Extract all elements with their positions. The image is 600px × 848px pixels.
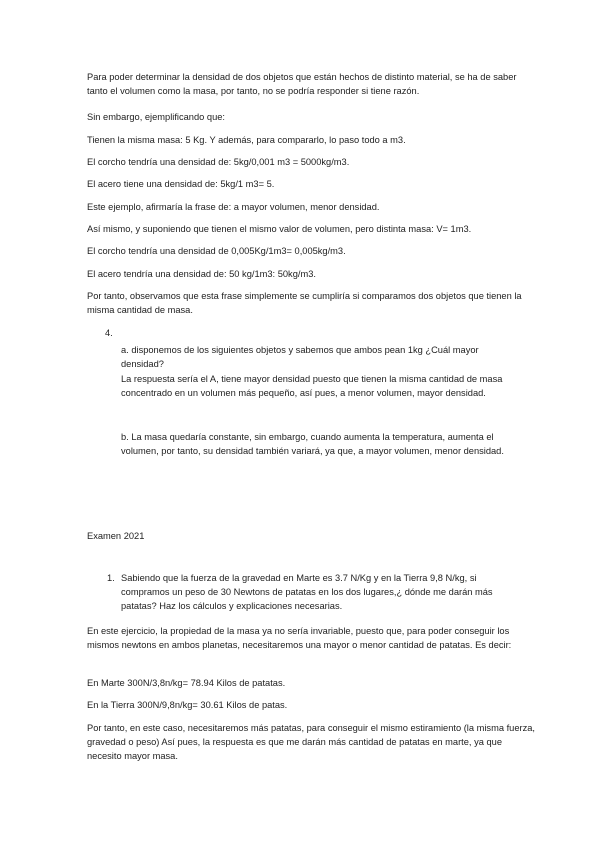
question-4a-answer: La respuesta sería el A, tiene mayor densidad puesto que tienen la misma cantidad de masa concentrado en un volumen más pequeño, así pues, a menor volumen, mayor densidad. [121, 374, 503, 399]
paragraph-exam-conclusion: Por tanto, en este caso, necesitaremos más patatas, para conseguir el mismo estiramiento (la misma fuerza, gravedad o peso) Así pues, la respuesta es que me darán más cantidad de patatas en marte, ya que necesito mayor masa. [87, 723, 535, 762]
exam-item-1-text: Sabiendo que la fuerza de la gravedad en Marte es 3.7 N/Kg y en la Tierra 9,8 N/kg, si compramos un peso de 30 Newtons de patatas en los dos lugares,¿ dónde me darán más patatas? Haz los cálculos y explicaciones necesarias. [121, 573, 493, 612]
paragraph-steel-density-2: El acero tendría una densidad de: 50 kg/1m3: 50kg/m3. [87, 269, 316, 279]
paragraph-intro: Para poder determinar la densidad de dos objetos que están hechos de distinto material, se ha de saber tanto el volumen como la masa, por tanto, no se podría responder si tiene razón. [87, 72, 517, 97]
paragraph-steel-density-1: El acero tiene una densidad de: 5kg/1 m3= 5. [87, 179, 275, 189]
paragraph-example-intro: Sin embargo, ejemplificando que: [87, 112, 225, 122]
paragraph-example-conclusion: Este ejemplo, afirmaría la frase de: a mayor volumen, menor densidad. [87, 202, 380, 212]
paragraph-exam-explanation: En este ejercicio, la propiedad de la masa ya no sería invariable, puesto que, para poder conseguir los mismos newtons en ambos planetas, necesitaremos una mayor o menor cantidad de patatas. Es decir: [87, 626, 512, 651]
paragraph-same-volume: Así mismo, y suponiendo que tienen el mismo valor de volumen, pero distinta masa: V= 1m3. [87, 224, 472, 234]
paragraph-earth-calc: En la Tierra 300N/9,8n/kg= 30.61 Kilos de patas. [87, 700, 288, 710]
paragraph-cork-density-2: El corcho tendría una densidad de 0,005Kg/1m3= 0,005kg/m3. [87, 246, 346, 256]
question-4a-text: a. disponemos de los siguientes objetos y sabemos que ambos pean 1kg ¿Cuál mayor densidad? [121, 345, 479, 370]
paragraph-cork-density-1: El corcho tendría una densidad de: 5kg/0,001 m3 = 5000kg/m3. [87, 157, 350, 167]
paragraph-mars-calc: En Marte 300N/3,8n/kg= 78.94 Kilos de patatas. [87, 678, 286, 688]
exam-heading: Examen 2021 [87, 531, 145, 541]
paragraph-conclusion: Por tanto, observamos que esta frase simplemente se cumpliría si comparamos dos objetos que tienen la misma cantidad de masa. [87, 291, 522, 316]
exam-item-1-number: 1. [107, 573, 115, 583]
question-4b-answer: b. La masa quedaría constante, sin embargo, cuando aumenta la temperatura, aumenta el volumen, por tanto, su densidad también variará, ya que, a mayor volumen, menor densidad. [121, 432, 504, 457]
paragraph-same-mass: Tienen la misma masa: 5 Kg. Y además, para compararlo, lo paso todo a m3. [87, 135, 406, 145]
question-4-number: 4. [105, 328, 113, 338]
